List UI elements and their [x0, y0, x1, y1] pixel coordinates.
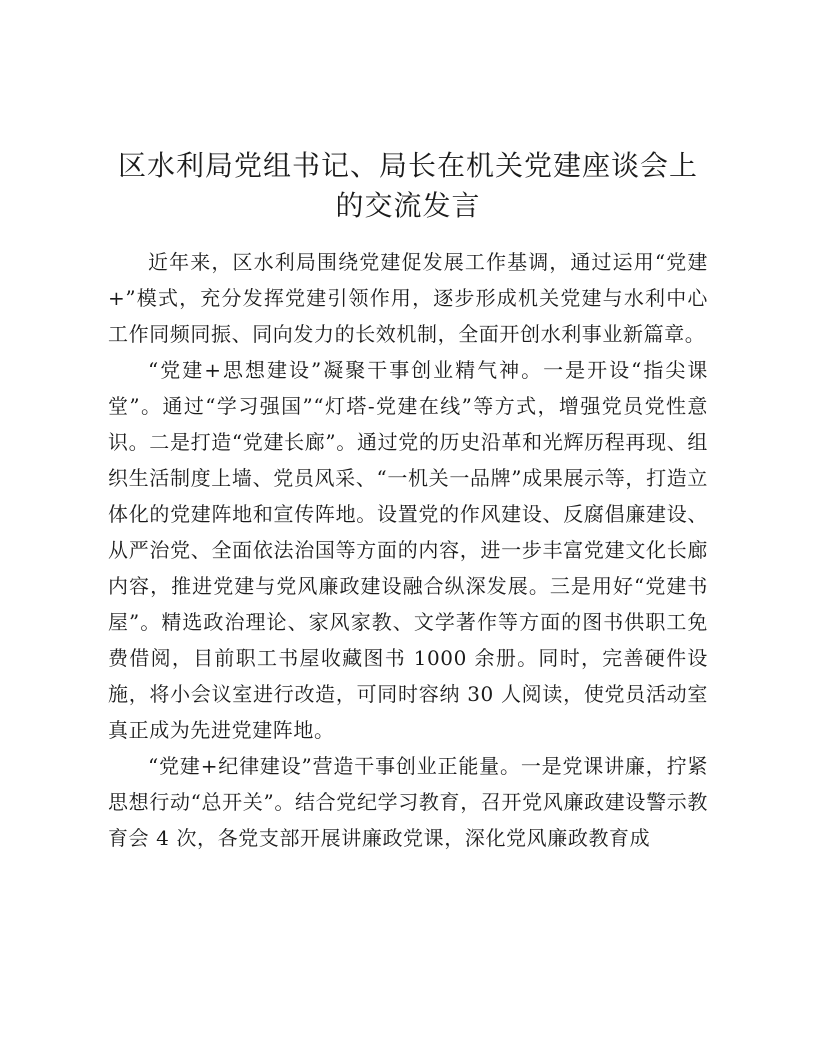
paragraph-ideological-building: “党建+思想建设”凝聚干事创业精气神。一是开设“指尖课堂”。通过“学习强国”“灯塔-党建在线”等方式，增强党员党性意识。二是打造“党建长廊”。通过党的历史沿革和光辉历程再现、组织生活制度上墙、党员风采、“一机关一品牌”成果展示等，打造立体化的党建阵地和宣传阵地。设置党的作风建设、反腐倡廉建设、从严治党、全面依法治国等方面的内容，进一步丰富党建文化长廊内容，推进党建与党风廉政建设融合纵深发展。三是用好“党建书屋”。精选政治理论、家风家教、文学著作等方面的图书供职工免费借阅，目前职工书屋收藏图书 1000 余册。同时，完善硬件设施，将小会议室进行改造，可同时容纳 30 人阅读，使党员活动室真正成为先进党建阵地。 — [108, 358, 708, 742]
paragraph-intro: 近年来，区水利局围绕党建促发展工作基调，通过运用“党建+”模式，充分发挥党建引领作用，逐步形成机关党建与水利中心工作同频同振、同向发力的长效机制，全面开创水利事业新篇章。 — [108, 250, 708, 346]
document-title: 区水利局党组书记、局长在机关党建座谈会上的交流发言 — [117, 149, 698, 222]
paragraph-discipline-building: “党建+纪律建设”营造干事创业正能量。一是党课讲廉，拧紧思想行动“总开关”。结合党纪学习教育，召开党风廉政建设警示教育会 4 次，各党支部开展讲廉政党课，深化党风廉政教育成 — [108, 754, 708, 850]
document-body — [108, 146, 708, 856]
